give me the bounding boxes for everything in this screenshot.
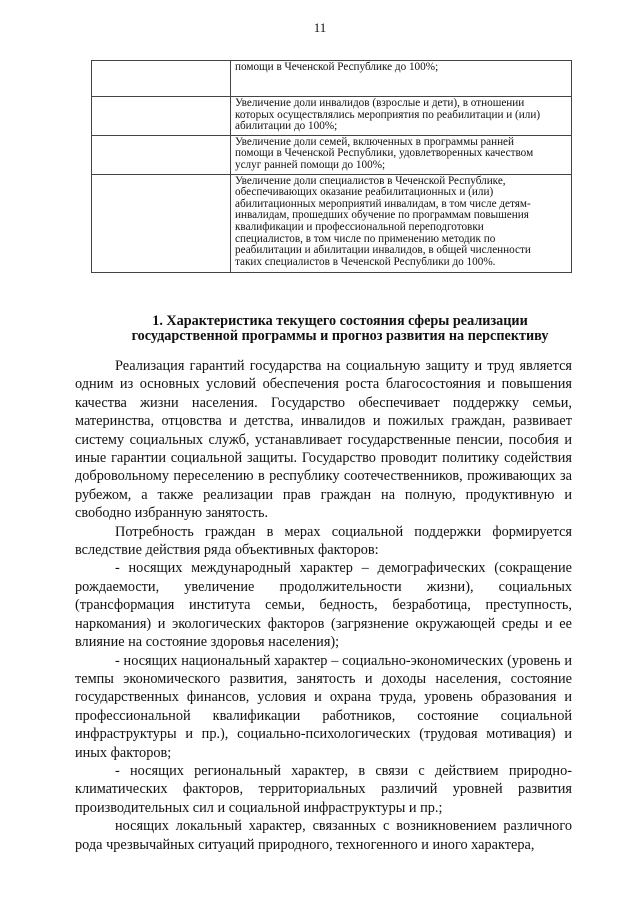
table-cell-empty xyxy=(92,61,231,97)
paragraph: носящих локальный характер, связанных с возникновением различного рода чрезвычайных ситуаций природного, техногенного и иного характера, xyxy=(75,818,572,853)
indicators-table xyxy=(91,60,572,273)
table-cell-empty xyxy=(92,97,231,136)
table-row xyxy=(92,174,572,272)
section-body xyxy=(75,357,572,854)
paragraph: Реализация гарантий государства на социальную защиту и труд является одним из основных условий обеспечения роста благосостояния и повышения качества жизни населения. Государство обеспечивает поддержку семьи, материнства, отцовства и детства, инвалидов и пожилых граждан, развивает систему социальных служб, устанавливает государственные пенсии, пособия и иные гарантии социальной защиты. Государство проводит политику содействия добровольному переселению в республику соотечественников, проживающих за рубежом, а также реализации прав граждан на полную, продуктивную и свободно избранную занятость. xyxy=(75,358,572,522)
table-cell-text: Увеличение доли инвалидов (взрослые и дети), в отношении которых осуществлялись мероприятия по реабилитации и (или) абилитации до 100%; xyxy=(231,97,572,136)
paragraph: - носящих международный характер – демографических (сокращение рождаемости, увеличение продолжительности жизни), социальных (трансформация института семьи, бедность, безработица, преступность, наркомания) и экологических факторов (загрязнение окружающей среды и ее влияние на состояние здоровья населения); xyxy=(75,560,572,651)
section-heading: 1. Характеристика текущего состояния сферы реализации государственной программы и прогноз развития на перспективу xyxy=(131,313,549,344)
table-cell-empty xyxy=(92,174,231,272)
table-row xyxy=(92,97,572,136)
page-number: 11 xyxy=(313,20,327,35)
table-cell-empty xyxy=(92,135,231,174)
table-cell-text: Увеличение доли семей, включенных в программы ранней помощи в Чеченской Республики, удовлетворенных качеством услуг ранней помощи до 100%; xyxy=(231,135,572,174)
paragraph: - носящих региональный характер, в связи с действием природно-климатических факторов, территориальных различий уровней развития производительных сил и социальной инфраструктуры и пр.; xyxy=(75,762,572,816)
table-cell-text: Увеличение доли специалистов в Чеченской Республике, обеспечивающих оказание реабилитационных и (или) абилитационных мероприятий инвалидам, в том числе детям- инвалидам, прошедших обучение по программам повышения квалификации и профессиональной переподготовки специалистов, в том числе по применению методик по реабилитации и абилитации инвалидов, в общей численности таких специалистов в Чеченской Республики до 100%. xyxy=(231,174,572,272)
paragraph: - носящих национальный характер – социально-экономических (уровень и темпы экономического развития, занятость и доходы населения, состояние государственных финансов, условия и охрана труда, уровень образования и профессиональной квалификации работников, состояние социальной инфраструктуры и пр.), социально-психологических (трудовая мотивация) и иных факторов; xyxy=(75,652,572,761)
table-cell-text: помощи в Чеченской Республике до 100%; xyxy=(231,61,572,97)
table-row xyxy=(92,61,572,97)
paragraph: Потребность граждан в мерах социальной поддержки формируется вследствие действия ряда объективных факторов: xyxy=(75,523,572,559)
table-row xyxy=(92,135,572,174)
